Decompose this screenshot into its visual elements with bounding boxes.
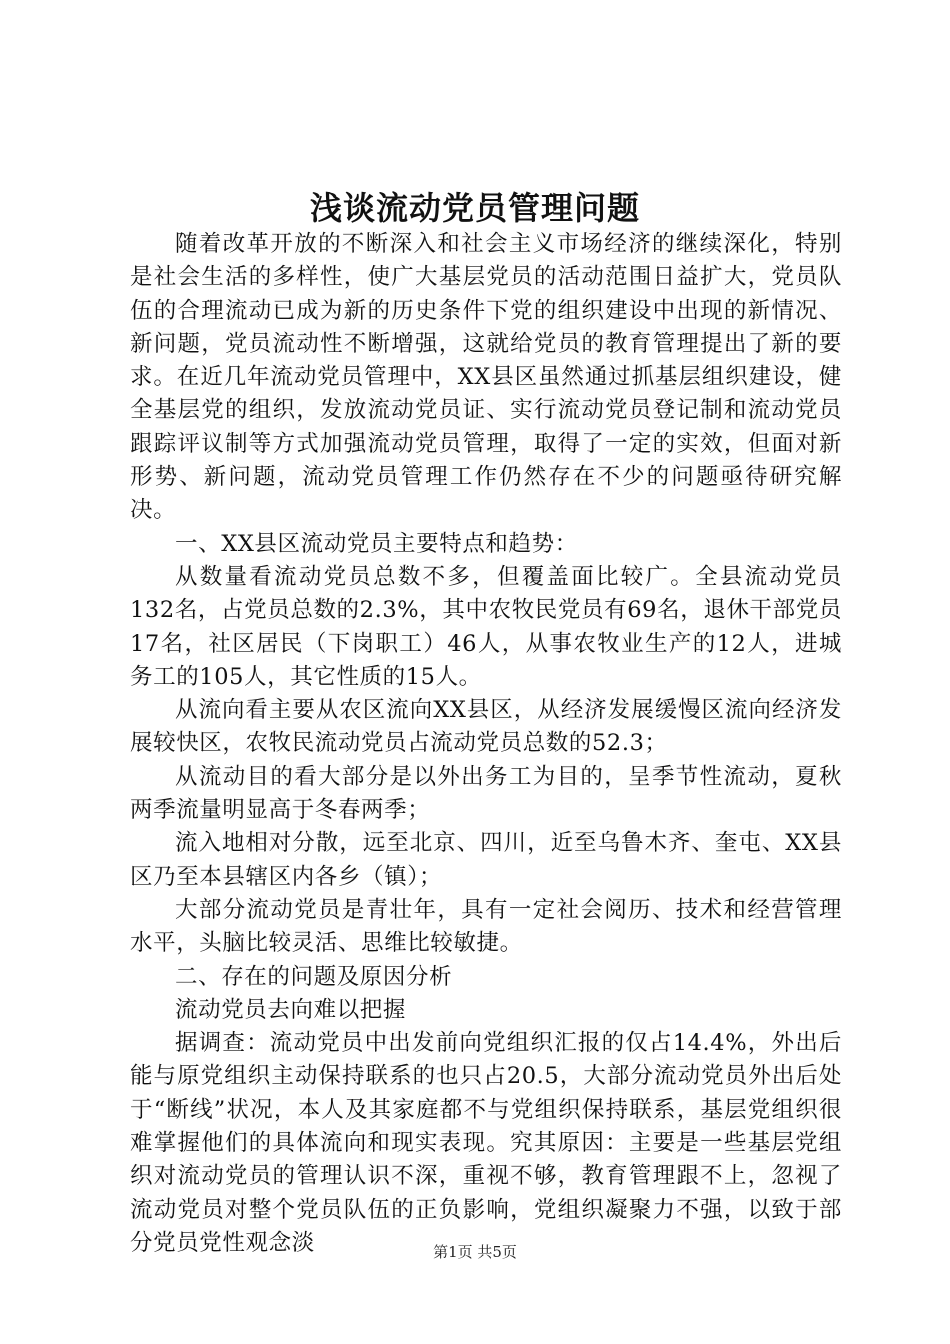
document-body bbox=[130, 228, 842, 1260]
section-heading-2: 二、存在的问题及原因分析 bbox=[175, 963, 453, 990]
paragraph-survey: 据调查：流动党员中出发前向党组织汇报的仅占14.4%，外出后能与原党组织主动保持联系的也只占20.5，大部分流动党员外出后处于“断线”状况，本人及其家庭都不与党组织保持联系，基层党组织很难掌握他们的具体流向和现实表现。究其原因：主要是一些基层党组织对流动党员的管理认识不深，重视不够，教育管理跟不上，忽视了流动党员对整个党员队伍的正负影响，党组织凝聚力不强，以致于部分党员党性观念淡 bbox=[130, 1030, 842, 1256]
paragraph-destinations: 流入地相对分散，远至北京、四川，近至乌鲁木齐、奎屯、XX县区乃至本县辖区内各乡（镇）； bbox=[130, 830, 842, 890]
paragraph-quantity: 从数量看流动党员总数不多，但覆盖面比较广。全县流动党员132名，占党员总数的2.3%，其中农牧民党员有69名，退休干部党员17名，社区居民（下岗职工）46人，从事农牧业生产的12人，进城务工的105人，其它性质的15人。 bbox=[130, 563, 842, 690]
paragraph-intro: 随着改革开放的不断深入和社会主义市场经济的继续深化，特别是社会生活的多样性，使广大基层党员的活动范围日益扩大，党员队伍的合理流动已成为新的历史条件下党的组织建设中出现的新情况、新问题，党员流动性不断增强，这就给党员的教育管理提出了新的要求。在近几年流动党员管理中，XX县区虽然通过抓基层组织建设，健全基层党的组织，发放流动党员证、实行流动党员登记制和流动党员跟踪评议制等方式加强流动党员管理，取得了一定的实效，但面对新形势、新问题，流动党员管理工作仍然存在不少的问题亟待研究解决。 bbox=[130, 231, 842, 524]
document-title: 浅谈流动党员管理问题 bbox=[309, 189, 640, 227]
paragraph-flow-direction: 从流向看主要从农区流向XX县区，从经济发展缓慢区流向经济发展较快区，农牧民流动党员占流动党员总数的52.3； bbox=[130, 697, 842, 757]
paragraph-demographics: 大部分流动党员是青壮年，具有一定社会阅历、技术和经营管理水平，头脑比较灵活、思维比较敏捷。 bbox=[130, 896, 842, 957]
page-number-footer: 第1页 共5页 bbox=[433, 1243, 517, 1261]
section-heading-1: 一、XX县区流动党员主要特点和趋势： bbox=[175, 530, 578, 557]
paragraph-flow-purpose: 从流动目的看大部分是以外出务工为目的，呈季节性流动，夏秋两季流量明显高于冬春两季； bbox=[130, 763, 842, 824]
subsection-heading: 流动党员去向难以把握 bbox=[175, 996, 407, 1023]
